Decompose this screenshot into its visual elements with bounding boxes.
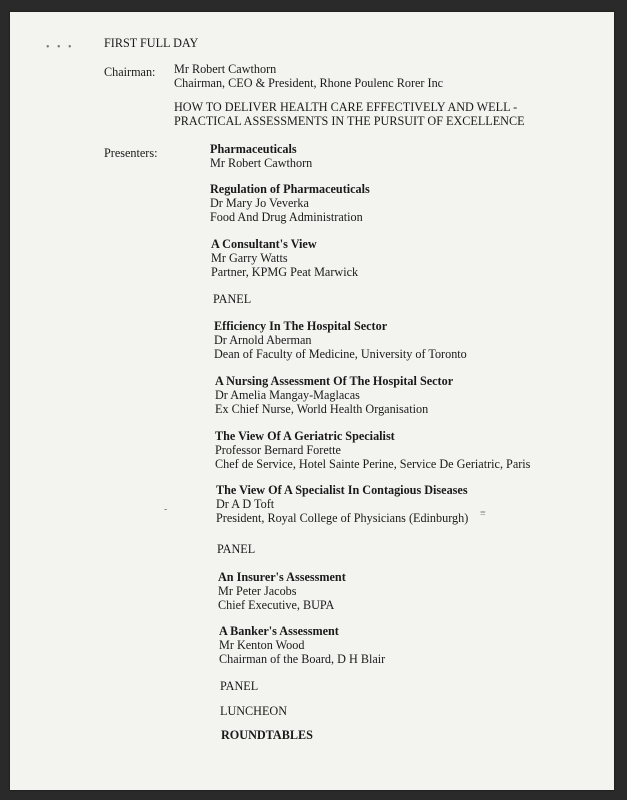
session-role: Chef de Service, Hotel Sainte Perine, Service De Geriatric, Paris bbox=[215, 457, 531, 471]
luncheon-label: LUNCHEON bbox=[220, 704, 288, 718]
session-title: A Nursing Assessment Of The Hospital Sector bbox=[215, 374, 454, 388]
panel-label: PANEL bbox=[217, 542, 256, 556]
page-title: FIRST FULL DAY bbox=[104, 36, 199, 50]
presenters-label: Presenters: bbox=[104, 146, 158, 160]
session-title: The View Of A Geriatric Specialist bbox=[215, 429, 395, 443]
session-role: Chief Executive, BUPA bbox=[218, 598, 335, 612]
session-title: The View Of A Specialist In Contagious Diseases bbox=[216, 483, 468, 497]
panel-label: PANEL bbox=[220, 679, 259, 693]
session-title: An Insurer's Assessment bbox=[218, 570, 346, 584]
panel-label: PANEL bbox=[213, 292, 252, 306]
session-name: Dr Mary Jo Veverka bbox=[210, 196, 309, 210]
document-page bbox=[10, 12, 614, 790]
scan-dots: • • • bbox=[46, 42, 72, 53]
session-role: President, Royal College of Physicians (Edinburgh) bbox=[216, 511, 469, 525]
scan-mark: ≡ bbox=[480, 508, 486, 519]
topic-line-1: HOW TO DELIVER HEALTH CARE EFFECTIVELY AND WELL - bbox=[174, 100, 518, 114]
session-title: A Banker's Assessment bbox=[219, 624, 339, 638]
session-name: Mr Peter Jacobs bbox=[218, 584, 297, 598]
session-name: Mr Garry Watts bbox=[211, 251, 288, 265]
session-role: Food And Drug Administration bbox=[210, 210, 363, 224]
topic-line-2: PRACTICAL ASSESSMENTS IN THE PURSUIT OF EXCELLENCE bbox=[174, 114, 525, 128]
session-role: Chairman of the Board, D H Blair bbox=[219, 652, 386, 666]
session-role: Dean of Faculty of Medicine, University of Toronto bbox=[214, 347, 467, 361]
session-title: Efficiency In The Hospital Sector bbox=[214, 319, 388, 333]
session-name: Mr Kenton Wood bbox=[219, 638, 305, 652]
chairman-label: Chairman: bbox=[104, 65, 156, 79]
session-name: Dr Arnold Aberman bbox=[214, 333, 312, 347]
session-name: Dr Amelia Mangay-Maglacas bbox=[215, 388, 360, 402]
session-title: Regulation of Pharmaceuticals bbox=[210, 182, 370, 196]
scan-mark: - bbox=[164, 504, 168, 515]
roundtables-label: ROUNDTABLES bbox=[221, 728, 313, 742]
chairman-name: Mr Robert Cawthorn bbox=[174, 62, 277, 76]
chairman-role: Chairman, CEO & President, Rhone Poulenc Rorer Inc bbox=[174, 76, 444, 90]
session-title: A Consultant's View bbox=[211, 237, 317, 251]
session-title: Pharmaceuticals bbox=[210, 142, 297, 156]
session-role: Partner, KPMG Peat Marwick bbox=[211, 265, 359, 279]
session-name: Professor Bernard Forette bbox=[215, 443, 341, 457]
session-name: Dr A D Toft bbox=[216, 497, 275, 511]
session-name: Mr Robert Cawthorn bbox=[210, 156, 313, 170]
session-role: Ex Chief Nurse, World Health Organisation bbox=[215, 402, 429, 416]
